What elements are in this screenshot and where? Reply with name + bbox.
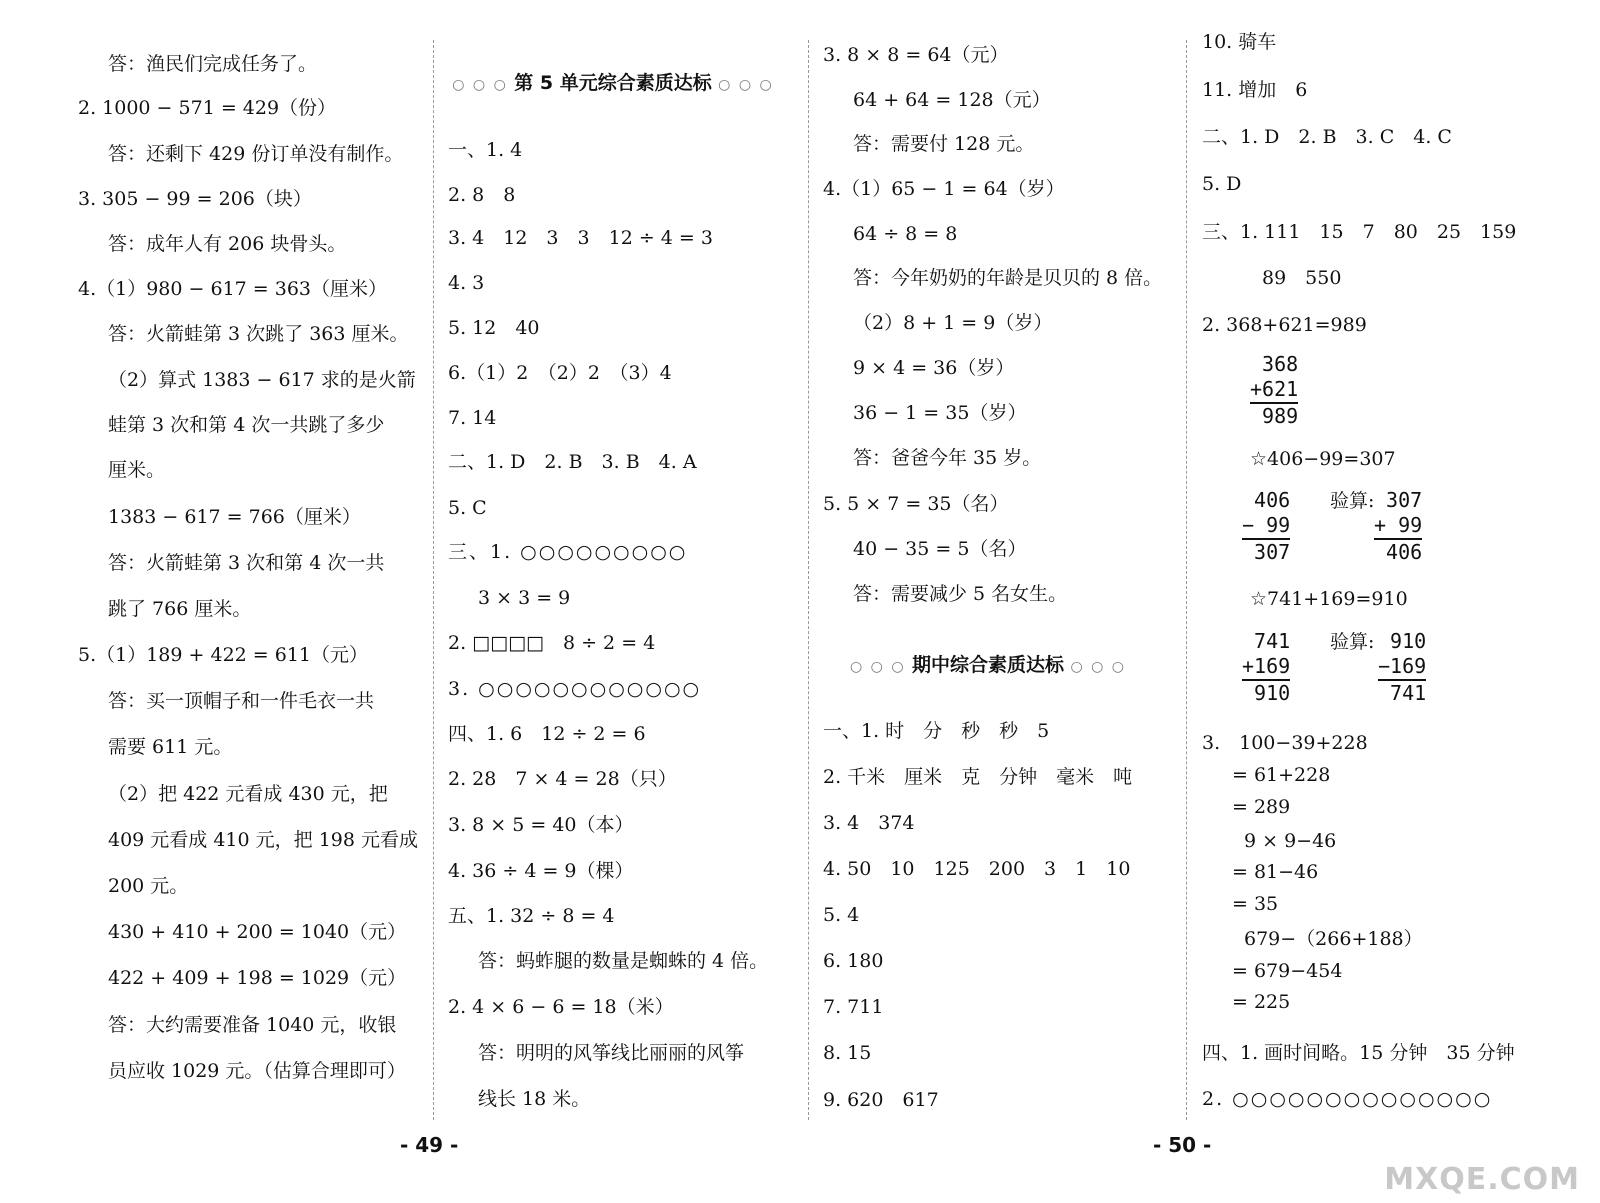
vertical-addition: 741 +169 910 [1242, 629, 1291, 705]
answer-line: 64 + 64 = 128（元） [853, 89, 1051, 111]
answer-line: 员应收 1029 元。（估算合理即可） [108, 1060, 406, 1082]
answer-line: 3 × 3 = 9 [478, 587, 571, 609]
section-title-midterm: ○ ○ ○ 期中综合素质达标 ○ ○ ○ [849, 654, 1126, 676]
answer-line: 答：明明的风筝线比丽丽的风筝 [478, 1042, 745, 1064]
answer-line: 二、1. D 2. B 3. C 4. C [1202, 126, 1452, 148]
answer-line: 答：需要付 128 元。 [853, 133, 1035, 155]
answer-line: 二、1. D 2. B 3. B 4. A [448, 451, 697, 473]
answer-line: 3. 100−39+228 [1202, 732, 1368, 754]
answer-line: 3. 4 12 3 3 12 ÷ 4 = 3 [448, 227, 713, 249]
answer-line: 40 − 35 = 5（名） [853, 538, 1027, 560]
vertical-addition: 368 +621 989 [1250, 352, 1299, 428]
answer-line: 答：火箭蛙第 3 次和第 4 次一共 [108, 552, 385, 574]
answer-line: 64 ÷ 8 = 8 [853, 223, 958, 245]
answer-column-3 [823, 0, 1168, 1160]
answer-line: = 289 [1232, 796, 1291, 818]
answer-line: 409 元看成 410 元，把 198 元看成 [108, 829, 418, 851]
section-title-unit5: ○ ○ ○ 第 5 单元综合素质达标 ○ ○ ○ [452, 72, 774, 94]
answer-line: = 35 [1232, 893, 1279, 915]
answer-line: 一、1. 时 分 秒 秒 5 [823, 720, 1050, 742]
answer-line: 2. 28 7 × 4 = 28（只） [448, 768, 677, 790]
answer-line: 200 元。 [108, 875, 189, 897]
answer-line: 答：大约需要准备 1040 元，收银 [108, 1014, 397, 1036]
answer-line: 11. 增加 6 [1202, 79, 1308, 101]
answer-line: 5. 12 40 [448, 317, 540, 339]
answer-line: 答：今年奶奶的年龄是贝贝的 8 倍。 [853, 267, 1163, 289]
answer-line: 答：渔民们完成任务了。 [108, 53, 318, 75]
answer-line: 3. 8 × 5 = 40（本） [448, 814, 634, 836]
answer-line: 答：火箭蛙第 3 次跳了 363 厘米。 [108, 323, 409, 345]
answer-line: 2. □□□□ 8 ÷ 2 = 4 [448, 632, 656, 654]
answer-line: 3. 4 374 [823, 812, 915, 834]
answer-line: 2. 1000 − 571 = 429（份） [78, 97, 337, 119]
page-number-left: - 49 - [400, 1133, 459, 1157]
answer-line: 5. D [1202, 173, 1242, 195]
answer-line: 线长 18 米。 [478, 1088, 591, 1110]
watermark-logo: MXQE.COM [1384, 1162, 1580, 1197]
answer-line: 厘米。 [108, 459, 166, 481]
answer-line: 422 + 409 + 198 = 1029（元） [108, 967, 407, 989]
answer-line: 7. 14 [448, 407, 497, 429]
vertical-check: 910 −169 741 [1378, 629, 1427, 705]
answer-line: 1383 − 617 = 766（厘米） [108, 506, 361, 528]
answer-line: 4. 36 ÷ 4 = 9（棵） [448, 860, 634, 882]
answer-line: 3. ○○○○○○○○○○○○ [448, 678, 702, 700]
answer-line: 6.（1）2 （2）2 （3）4 [448, 362, 672, 384]
answer-line: 7. 711 [823, 996, 884, 1018]
answer-line: 5. 4 [823, 904, 860, 926]
answer-line: 4.（1）980 − 617 = 363（厘米） [78, 278, 388, 300]
answer-line: = 679−454 [1232, 960, 1343, 982]
answer-line: 三、1. 111 15 7 80 25 159 [1202, 221, 1517, 243]
answer-line: 6. 180 [823, 950, 884, 972]
answer-line: 四、1. 画时间略。15 分钟 35 分钟 [1202, 1042, 1515, 1064]
answer-line: = 81−46 [1232, 861, 1319, 883]
answer-line: 36 − 1 = 35（岁） [853, 402, 1027, 424]
answer-line: 答：蚂蚱腿的数量是蜘蛛的 4 倍。 [478, 950, 769, 972]
answer-line: 需要 611 元。 [108, 736, 233, 758]
answer-line: 答：成年人有 206 块骨头。 [108, 233, 347, 255]
answer-line: = 225 [1232, 991, 1291, 1013]
answer-line: 4. 50 10 125 200 3 1 10 [823, 858, 1131, 880]
answer-line: ☆406−99=307 [1250, 448, 1396, 470]
answer-line: 5. 5 × 7 = 35（名） [823, 493, 1009, 515]
answer-line: 2. 4 × 6 − 6 = 18（米） [448, 996, 674, 1018]
answer-line: 9. 620 617 [823, 1089, 939, 1111]
answer-line: （2）算式 1383 − 617 求的是火箭 [108, 369, 416, 391]
answer-line: 3. 305 − 99 = 206（块） [78, 188, 312, 210]
answer-line: 2. 8 8 [448, 184, 516, 206]
answer-line: （2）把 422 元看成 430 元，把 [108, 783, 388, 805]
answer-line: 答：爸爸今年 35 岁。 [853, 447, 1042, 469]
vertical-subtraction: 406 − 99 307 [1242, 488, 1291, 564]
answer-line: 5. C [448, 497, 487, 519]
answer-line: 答：买一顶帽子和一件毛衣一共 [108, 690, 375, 712]
answer-line: （2）8 + 1 = 9（岁） [853, 312, 1053, 334]
check-label: 验算: [1330, 490, 1375, 512]
answer-line: 10. 骑车 [1202, 31, 1277, 53]
answer-column-1 [78, 0, 423, 1160]
answer-line: 8. 15 [823, 1042, 872, 1064]
column-divider [433, 40, 434, 1120]
answer-line: 4.（1）65 − 1 = 64（岁） [823, 178, 1065, 200]
answer-column-4 [1202, 0, 1582, 1160]
answer-line: 五、1. 32 ÷ 8 = 4 [448, 905, 615, 927]
answer-line: 89 550 [1262, 267, 1342, 289]
answer-line: 跳了 766 厘米。 [108, 598, 252, 620]
answer-line: 4. 3 [448, 272, 485, 294]
answer-line: 2. 千米 厘米 克 分钟 毫米 吨 [823, 766, 1133, 788]
answer-line: 2. ○○○○○○○○○○○○○○ [1202, 1088, 1493, 1110]
column-divider [808, 40, 809, 1120]
answer-line: 679−（266+188） [1244, 928, 1423, 950]
answer-line: 三、1. ○○○○○○○○○ [448, 541, 688, 563]
answer-column-2 [448, 0, 793, 1160]
answer-line: 一、1. 4 [448, 139, 523, 161]
answer-line: 9 × 4 = 36（岁） [853, 357, 1015, 379]
answer-line: 四、1. 6 12 ÷ 2 = 6 [448, 723, 646, 745]
answer-line: ☆741+169=910 [1250, 588, 1408, 610]
answer-line: 3. 8 × 8 = 64（元） [823, 44, 1009, 66]
column-divider [1186, 40, 1187, 1120]
answer-line: 9 × 9−46 [1244, 830, 1337, 852]
check-label: 验算: [1330, 631, 1375, 653]
answer-line: = 61+228 [1232, 764, 1331, 786]
vertical-check: 307 + 99 406 [1374, 488, 1423, 564]
answer-line: 答：还剩下 429 份订单没有制作。 [108, 143, 404, 165]
page-number-right: - 50 - [1153, 1133, 1212, 1157]
answer-line: 答：需要减少 5 名女生。 [853, 583, 1068, 605]
answer-line: 5.（1）189 + 422 = 611（元） [78, 644, 369, 666]
answer-line: 蛙第 3 次和第 4 次一共跳了多少 [108, 414, 385, 436]
answer-line: 2. 368+621=989 [1202, 314, 1367, 336]
answer-line: 430 + 410 + 200 = 1040（元） [108, 921, 407, 943]
